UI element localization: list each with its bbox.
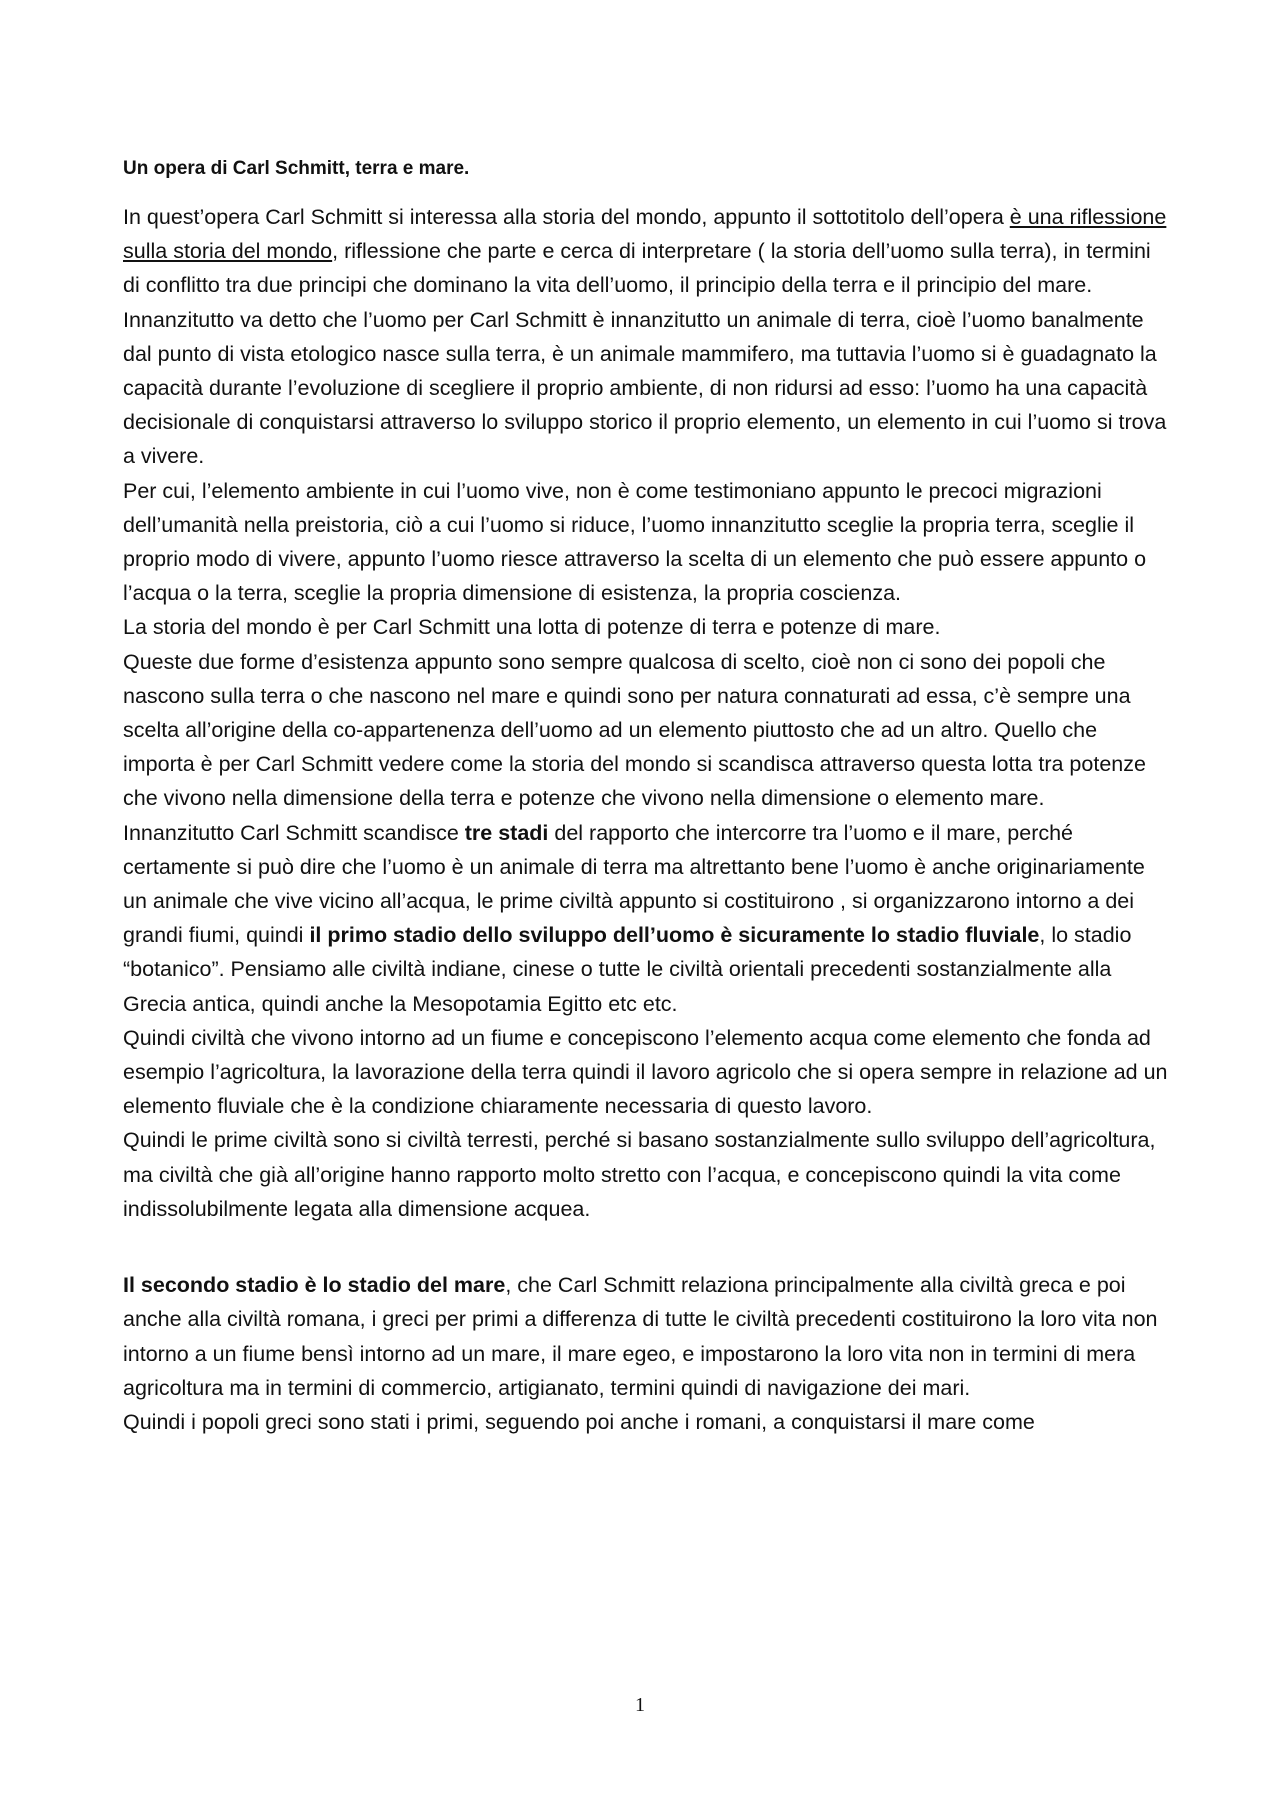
paragraph-6-text-a: Innanzitutto Carl Schmitt scandisce: [123, 820, 465, 845]
paragraph-3: Per cui, l’elemento ambiente in cui l’uomo vive, non è come testimoniano appunto le precoci migrazioni dell’umanità nella preistoria, ciò a cui l’uomo si riduce, l’uomo innanzitutto sceglie la propria terra, sceglie il proprio modo di vivere, appunto l’uomo riesce attraverso la scelta di un elemento che può essere appunto o l’acqua o la terra, sceglie la propria dimensione di esistenza, la propria coscienza.: [123, 478, 1147, 606]
paragraph-4: La storia del mondo è per Carl Schmitt una lotta di potenze di terra e potenze di mare.: [123, 615, 941, 640]
paragraph-1-text-a: In quest’opera Carl Schmitt si interessa alla storia del mondo, appunto il sottotitolo dell’opera: [123, 205, 1010, 229]
paragraph-spacer: [123, 1226, 1168, 1268]
paragraph-9-text-a: , che Carl Schmitt relaziona principalmente alla civiltà greca e poi anche alla civiltà romana, i greci per primi a differenza di tutte le civiltà precedenti costituirono la loro vita non intorno a un fiume bensì intorno ad un mare, il mare egeo, e impostarono la loro vita non in termini di mera agricoltura ma in termini di commercio, artigianato, termini quindi di navigazione dei mari.: [123, 1273, 1158, 1400]
paragraph-2: Innanzitutto va detto che l’uomo per Carl Schmitt è innanzitutto un animale di terra, cioè l’uomo banalmente dal punto di vista etologico nasce sulla terra, è un animale mammifero, ma tuttavia l’uomo si è guadagnato la capacità durante l’evoluzione di scegliere il proprio ambiente, di non ridursi ad esso: l’uomo ha una capacità decisionale di conquistarsi attraverso lo sviluppo storico il proprio elemento, un elemento in cui l’uomo si trova a vivere.: [123, 307, 1167, 469]
paragraph-10: Quindi i popoli greci sono stati i primi, seguendo poi anche i romani, a conquistarsi il mare come: [123, 1409, 1035, 1434]
paragraph-6-text-d: , lo stadio “botanico”. Pensiamo alle civiltà indiane, cinese o tutte le civiltà orientali precedenti sostanzialmente alla Grecia antica, quindi anche la Mesopotamia Egitto etc etc.: [123, 923, 1132, 1016]
paragraph-7: Quindi civiltà che vivono intorno ad un fiume e concepiscono l’elemento acqua come elemento che fonda ad esempio l’agricoltura, la lavorazione della terra quindi il lavoro agricolo che si opera sempre in relazione ad un elemento fluviale che è la condizione chiaramente necessaria di questo lavoro.: [123, 1025, 1168, 1119]
document-body: [123, 152, 1168, 1439]
paragraph-6-text-c: del rapporto che intercorre tra l’uomo e il mare, perché certamente si può dire che l’uomo è un animale di terra ma altrettanto bene l’uomo è anche originariamente un animale che vive vicino all’acqua, le prime civiltà appunto si costituirono , si organizzarono intorno a dei grandi fiumi, quindi: [123, 820, 1145, 948]
paragraph-1: [123, 200, 1168, 303]
page-number: 1: [635, 1694, 645, 1716]
bold-phrase-tre-stadi: tre stadi: [464, 820, 549, 845]
paragraph-8: Quindi le prime civiltà sono si civiltà terresti, perché si basano sostanzialmente sullo sviluppo dell’agricoltura, ma civiltà che già all’origine hanno rapporto molto stretto con l’acqua, e concepiscono quindi la vita come indissolubilmente legata alla dimensione acquea.: [123, 1128, 1156, 1221]
paragraph-5: Queste due forme d’esistenza appunto sono sempre qualcosa di scelto, cioè non ci sono dei popoli che nascono sulla terra o che nascono nel mare e quindi sono per natura connaturati ad essa, c’è sempre una scelta all’origine della co-appartenenza dell’uomo ad un elemento piuttosto che ad un altro. Quello che importa è per Carl Schmitt vedere come la storia del mondo si scandisca attraverso questa lotta tra potenze che vivono nella dimensione della terra e potenze che vivono nella dimensione o elemento mare.: [123, 649, 1146, 811]
underlined-phrase: è una riflessione sulla storia del mondo: [123, 205, 1167, 264]
paragraph-9: [123, 1268, 1168, 1405]
bold-phrase-secondo-stadio: Il secondo stadio è lo stadio del mare: [123, 1273, 506, 1298]
document-title: Un opera di Carl Schmitt, terra e mare.: [123, 158, 470, 179]
paragraph-1-text-b: , riflessione che parte e cerca di interpretare ( la storia dell’uomo sulla terra), in termini di conflitto tra due principi che dominano la vita dell’uomo, il principio della terra e il principio del mare.: [123, 239, 1151, 298]
paragraph-6: [123, 816, 1168, 1021]
bold-phrase-primo-stadio: il primo stadio dello sviluppo dell’uomo è sicuramente lo stadio fluviale: [309, 923, 1040, 948]
